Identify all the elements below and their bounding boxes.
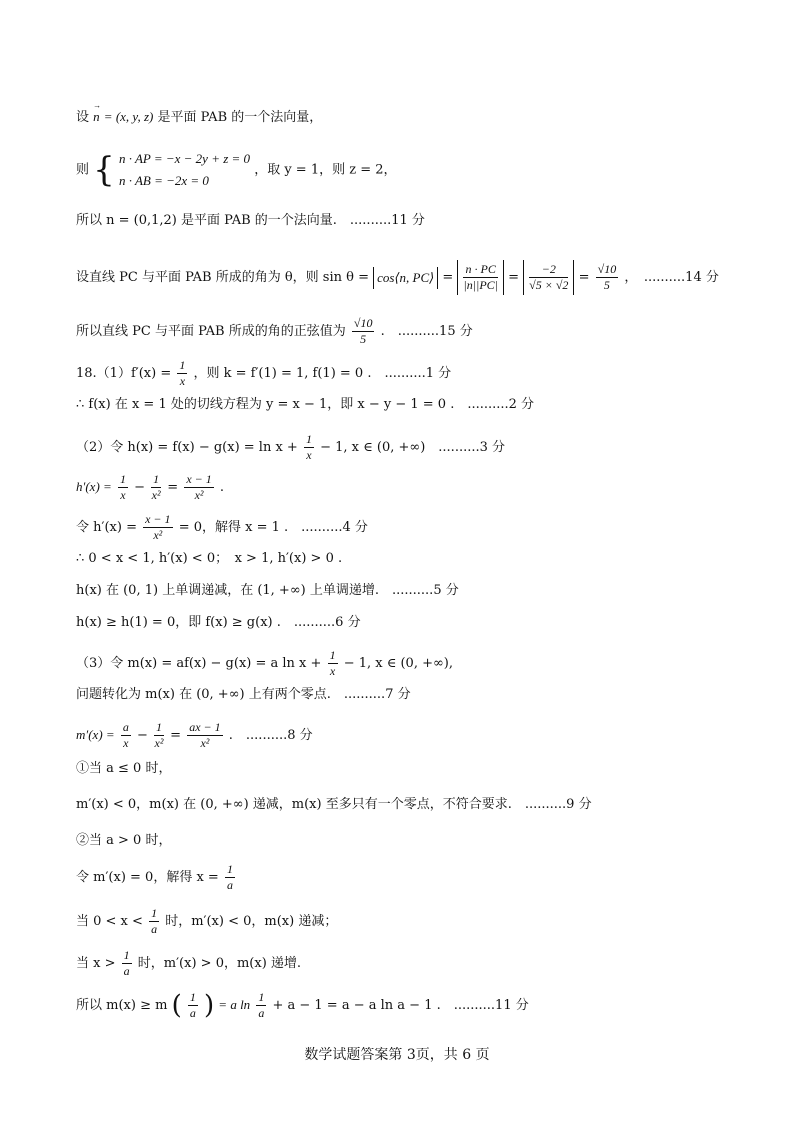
- fraction: [596, 262, 619, 293]
- fraction: [154, 720, 164, 751]
- abs-fraction-1: [457, 260, 504, 295]
- text-segment: ，则 k = f′(1) = 1, f(1) = 0 . ..........1 分: [193, 366, 452, 381]
- numerator: x − 1: [186, 472, 212, 486]
- line-case2-solve: [76, 862, 237, 893]
- numerator: −2: [529, 262, 568, 278]
- fraction: [187, 720, 222, 751]
- line-case1-body: [76, 796, 592, 814]
- text-segment: 设: [76, 110, 90, 125]
- abs-cos: cos⟨n, PC⟩: [373, 267, 438, 289]
- line-minimum-value: [76, 990, 529, 1021]
- text-segment: + a − 1 = a − a ln a − 1 . ..........11 分: [272, 998, 529, 1013]
- denominator: x: [179, 374, 186, 388]
- fraction: [188, 990, 198, 1021]
- equation-system: [119, 148, 250, 192]
- numerator: n · PC: [463, 262, 498, 278]
- line-monotonicity: [76, 582, 459, 600]
- fraction: [122, 948, 132, 979]
- text-segment: − 1, x ∈ (0, +∞) ..........3 分: [320, 440, 506, 455]
- text-segment: （3）令 m(x) = af(x) − g(x) = a ln x +: [76, 656, 322, 671]
- line-case1-header: [76, 760, 171, 778]
- line-problem-transform: [76, 686, 411, 704]
- fraction: [304, 432, 314, 463]
- text-segment: ，取 y = 1，则 z = 2，: [254, 162, 397, 178]
- denominator: |n||PC|: [463, 278, 498, 292]
- left-brace-icon: {: [93, 150, 115, 190]
- numerator: 1: [156, 720, 163, 734]
- numerator: 1: [189, 990, 196, 1004]
- math-segment: = (x, y, z): [103, 109, 154, 124]
- text-segment: 所以 m(x) ≥ m: [76, 998, 168, 1013]
- denominator: x²: [153, 528, 163, 542]
- text-segment: 是平面 PAB 的一个法向量，: [157, 110, 323, 125]
- text-segment: 则: [76, 162, 90, 178]
- text-segment: h(x) 在 (0, 1) 上单调递减，在 (1, +∞) 上单调递增. ..........5 分: [76, 583, 459, 598]
- text-segment: ， ..........14 分: [624, 270, 719, 285]
- numerator: √10: [597, 262, 617, 276]
- denominator: a: [258, 1006, 265, 1020]
- denominator: x²: [154, 736, 164, 750]
- numerator: 1: [305, 432, 312, 446]
- fraction: [184, 472, 213, 503]
- math-segment: = a ln: [218, 997, 251, 1012]
- line-part2-define-h: [76, 432, 505, 463]
- text-segment: ②当 a > 0 时，: [76, 833, 172, 848]
- line-case2-increasing: [76, 948, 301, 979]
- numerator: 1: [226, 862, 233, 876]
- line-tangent-equation: [76, 396, 534, 414]
- line-equation-system: [76, 148, 397, 192]
- equation-1: n · AP = −x − 2y + z = 0: [118, 151, 251, 166]
- text-segment: ∴ f(x) 在 x = 1 处的切线方程为 y = x − 1，即 x − y − 1 = 0 . ..........2 分: [76, 397, 535, 412]
- math-segment: m′(x) =: [76, 727, 115, 742]
- numerator: a: [122, 720, 129, 734]
- line-m-derivative: [76, 720, 313, 751]
- text-segment: m′(x) < 0，m(x) 在 (0, +∞) 递减，m(x) 至多只有一个零点，不符合要求. ..........9 分: [76, 797, 592, 812]
- line-solve-h-prime: [76, 512, 368, 543]
- numerator: √10: [353, 316, 373, 330]
- text-segment: . ..........8 分: [228, 728, 313, 743]
- text-segment: 所以 n = (0,1,2) 是平面 PAB 的一个法向量. ..........11 分: [76, 213, 425, 228]
- numerator: 1: [153, 472, 160, 486]
- text-segment: 18.（1）f′(x) =: [76, 366, 172, 381]
- text-segment: . ..........15 分: [380, 324, 473, 339]
- denominator: x: [120, 488, 126, 502]
- text-segment: .: [219, 480, 225, 495]
- left-paren-icon: (: [171, 990, 182, 1021]
- line-inequality: [76, 614, 361, 632]
- line-h-derivative: [76, 472, 224, 503]
- text-segment: = 0，解得 x = 1 . ..........4 分: [178, 520, 368, 535]
- operator: =: [170, 728, 182, 743]
- text-segment: 设直线 PC 与平面 PAB 所成的角为 θ，则 sin θ =: [76, 270, 374, 285]
- fraction: [328, 648, 338, 679]
- line-normal-vector-result: [76, 212, 425, 230]
- numerator: 1: [119, 472, 126, 486]
- line-case2-header: [76, 832, 171, 850]
- text-segment: 当 0 < x <: [76, 914, 143, 929]
- numerator: ax − 1: [189, 720, 221, 734]
- denominator: x²: [194, 488, 204, 502]
- denominator: 5: [360, 332, 367, 346]
- fraction: [151, 472, 161, 503]
- operator: −: [134, 480, 145, 495]
- text-segment: 当 x >: [76, 956, 116, 971]
- line-case2-decreasing: [76, 906, 337, 937]
- denominator: a: [151, 922, 158, 936]
- fraction: [177, 358, 187, 389]
- fraction: [463, 262, 498, 293]
- text-segment: 时，m′(x) > 0，m(x) 递增.: [137, 956, 302, 971]
- operator: =: [167, 480, 179, 495]
- denominator: a: [123, 964, 130, 978]
- fraction: [143, 512, 172, 543]
- denominator: x²: [151, 488, 161, 502]
- text-segment: 令 h′(x) =: [76, 520, 137, 535]
- numerator: 1: [151, 906, 158, 920]
- equation-2: n · AB = −2x = 0: [118, 173, 209, 188]
- text-segment: ①当 a ≤ 0 时，: [76, 761, 172, 776]
- line-part3-define-m: [76, 648, 453, 679]
- line-q18-part1: [76, 358, 451, 389]
- text-segment: （2）令 h(x) = f(x) − g(x) = ln x +: [76, 440, 298, 455]
- right-paren-icon: ): [204, 990, 215, 1021]
- line-normal-vector-def: [76, 108, 322, 127]
- fraction: [121, 720, 131, 751]
- denominator: x: [306, 448, 312, 462]
- fraction: [352, 316, 375, 347]
- text-segment: h(x) ≥ h(1) = 0，即 f(x) ≥ g(x) . ..........6 分: [76, 615, 361, 630]
- text-segment: 令 m′(x) = 0，解得 x =: [76, 870, 219, 885]
- fraction: [149, 906, 159, 937]
- denominator: x: [123, 736, 129, 750]
- denominator: √5 × √2: [529, 278, 569, 292]
- numerator: 1: [123, 948, 130, 962]
- numerator: 1: [179, 358, 186, 372]
- denominator: x: [329, 664, 336, 678]
- numerator: 1: [329, 648, 336, 662]
- text-segment: 时，m′(x) < 0，m(x) 递减；: [165, 914, 338, 929]
- text-segment: 问题转化为 m(x) 在 (0, +∞) 上有两个零点. ..........7 分: [76, 687, 411, 702]
- vector-n: → n: [93, 108, 100, 126]
- text-segment: ∴ 0 < x < 1, h′(x) < 0； x > 1, h′(x) > 0 .: [76, 551, 343, 566]
- text-segment: 所以直线 PC 与平面 PAB 所成的角的正弦值为: [76, 324, 346, 339]
- math-segment: h′(x) =: [76, 479, 112, 494]
- denominator: a: [189, 1006, 196, 1020]
- denominator: 5: [603, 278, 610, 292]
- fraction: [118, 472, 128, 503]
- fraction: [256, 990, 266, 1021]
- fraction: [225, 862, 235, 893]
- denominator: x²: [200, 736, 210, 750]
- line-sign-analysis: [76, 550, 342, 568]
- fraction: [529, 262, 568, 293]
- numerator: x − 1: [145, 512, 171, 526]
- numerator: 1: [258, 990, 265, 1004]
- denominator: a: [226, 878, 233, 892]
- line-sine-value: [76, 316, 473, 347]
- abs-fraction-2: [523, 260, 574, 295]
- line-sine-angle: 设直线 PC 与平面 PAB 所成的角为 θ，则 sin θ = cos⟨n, PC⟩ = $\frac{n \cdot PC}{|n||PC|}$ = $\frac{-2}{√5 \times √2}$ = $\frac{√10}{5}$ ， ..........14 分: [76, 260, 719, 295]
- text-segment: − 1, x ∈ (0, +∞),: [343, 656, 454, 671]
- page-footer: 数学试题答案第 3页，共 6 页: [304, 1047, 490, 1063]
- operator: −: [136, 728, 148, 743]
